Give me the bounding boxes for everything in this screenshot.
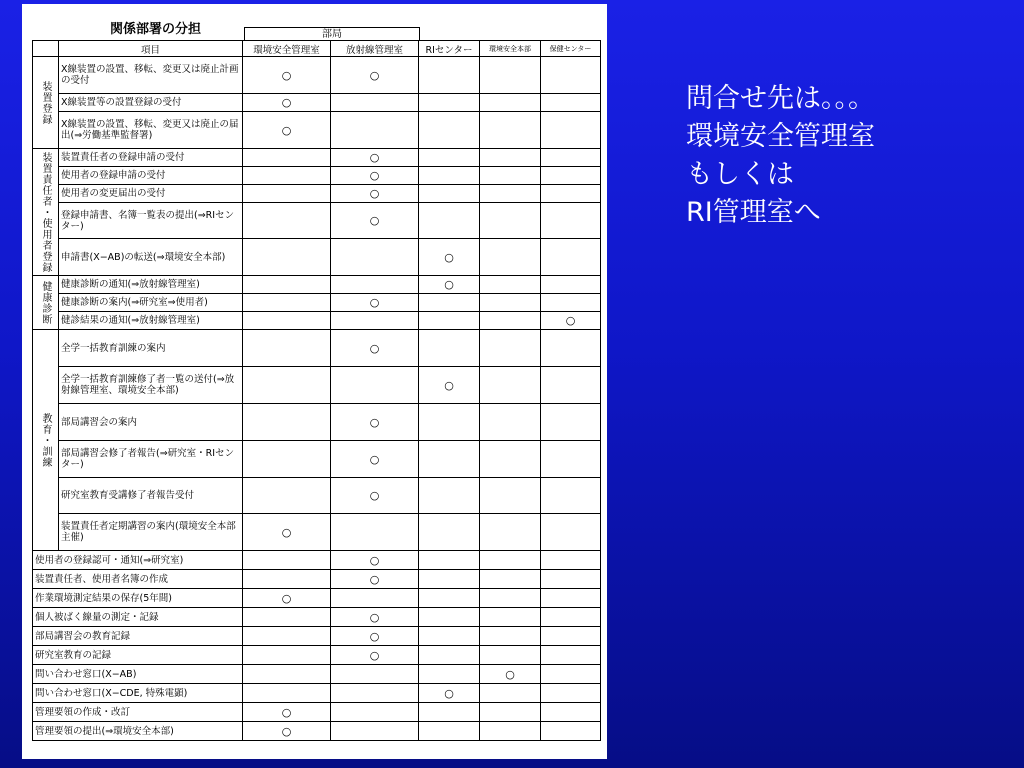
row-item-label: 使用者の登録申請の受付 [59,167,243,185]
empty-cell [331,94,419,112]
empty-cell [419,112,480,149]
row-item-label: 全学一括教育訓練修了者一覧の送付(⇒放射線管理室、環境安全本部) [59,367,243,404]
table-row [33,514,601,551]
empty-cell [243,185,331,203]
row-item-label: 健康診断の通知(⇒放射線管理室) [59,276,243,294]
mark-circle: ○ [243,589,331,608]
empty-cell [419,703,480,722]
empty-cell [243,239,331,276]
mark-circle: ○ [331,185,419,203]
table-row [33,185,601,203]
table-row [33,112,601,149]
empty-cell [480,404,541,441]
empty-cell [480,551,541,570]
empty-cell [541,57,601,94]
empty-cell [480,367,541,404]
section-group-label: 装置責任者・使用者登録 [33,149,59,276]
contact-note-line: 環境安全管理室 [686,121,875,152]
mark-circle: ○ [419,684,480,703]
empty-cell [419,589,480,608]
mark-circle: ○ [331,551,419,570]
responsibility-table [32,40,601,741]
empty-cell [480,514,541,551]
empty-cell [480,722,541,741]
empty-cell [541,514,601,551]
table-row [33,722,601,741]
mark-circle: ○ [243,722,331,741]
mark-circle: ○ [331,646,419,665]
empty-cell [331,514,419,551]
empty-cell [243,367,331,404]
table-row [33,684,601,703]
header-col-health-center: 保健センター [541,41,601,57]
row-item-label: 管理要領の作成・改訂 [33,703,243,722]
mark-circle: ○ [331,570,419,589]
table-row [33,330,601,367]
row-item-label: 申請書(X−AB)の転送(⇒環境安全本部) [59,239,243,276]
empty-cell [419,441,480,478]
empty-cell [243,167,331,185]
mark-circle: ○ [541,312,601,330]
empty-cell [480,570,541,589]
empty-cell [419,646,480,665]
empty-cell [331,684,419,703]
row-item-label: 健康診断の案内(⇒研究室⇒使用者) [59,294,243,312]
empty-cell [541,441,601,478]
empty-cell [243,294,331,312]
empty-cell [541,167,601,185]
table-row [33,703,601,722]
empty-cell [331,239,419,276]
mark-circle: ○ [243,514,331,551]
empty-cell [541,722,601,741]
row-item-label: 管理要領の提出(⇒環境安全本部) [33,722,243,741]
empty-cell [480,330,541,367]
empty-cell [541,149,601,167]
empty-cell [243,330,331,367]
table-row [33,551,601,570]
empty-cell [480,294,541,312]
sheet-title: 関係部署の分担 [110,22,202,37]
empty-cell [541,627,601,646]
row-item-label: 装置責任者定期講習の案内(環境安全本部主催) [59,514,243,551]
mark-circle: ○ [419,367,480,404]
row-item-label: 部局講習会の案内 [59,404,243,441]
empty-cell [243,312,331,330]
empty-cell [541,646,601,665]
empty-cell [243,684,331,703]
header-col-env-safety-hq: 環境安全本部 [480,41,541,57]
empty-cell [480,608,541,627]
empty-cell [331,112,419,149]
mark-circle: ○ [480,665,541,684]
table-row [33,94,601,112]
empty-cell [331,367,419,404]
row-item-label: 問い合わせ窓口(X−AB) [33,665,243,684]
empty-cell [419,570,480,589]
mark-circle: ○ [243,703,331,722]
mark-circle: ○ [243,57,331,94]
mark-circle: ○ [419,239,480,276]
row-item-label: 登録申請書、名簿一覧表の提出(⇒RIセンター) [59,203,243,239]
table-row [33,589,601,608]
row-item-label: 問い合わせ窓口(X−CDE, 特殊電顕) [33,684,243,703]
mark-circle: ○ [331,627,419,646]
empty-cell [541,589,601,608]
empty-cell [541,703,601,722]
empty-cell [541,478,601,514]
mark-circle: ○ [243,112,331,149]
empty-cell [541,404,601,441]
empty-cell [419,404,480,441]
empty-cell [480,149,541,167]
table-row [33,608,601,627]
table-row [33,441,601,478]
empty-cell [541,570,601,589]
empty-cell [419,722,480,741]
empty-cell [243,203,331,239]
empty-cell [480,185,541,203]
row-item-label: 全学一括教育訓練の案内 [59,330,243,367]
empty-cell [419,94,480,112]
row-item-label: 装置責任者の登録申請の受付 [59,149,243,167]
table-row [33,294,601,312]
mark-circle: ○ [243,94,331,112]
contact-note [686,80,875,232]
row-item-label: 研究室教育受講修了者報告受付 [59,478,243,514]
empty-cell [419,514,480,551]
empty-cell [541,665,601,684]
table-row [33,149,601,167]
empty-cell [419,185,480,203]
empty-cell [419,294,480,312]
mark-circle: ○ [419,276,480,294]
empty-cell [331,722,419,741]
row-item-label: 装置責任者、使用者名簿の作成 [33,570,243,589]
empty-cell [331,312,419,330]
contact-note-line: 問合せ先は。。。 [686,83,875,114]
table-row [33,478,601,514]
row-item-label: 部局講習会修了者報告(⇒研究室・RIセンター) [59,441,243,478]
empty-cell [541,367,601,404]
row-item-label: 使用者の変更届出の受付 [59,185,243,203]
header-col-ri-center: RIセンター [419,41,480,57]
row-item-label: 健診結果の通知(⇒放射線管理室) [59,312,243,330]
table-row [33,570,601,589]
empty-cell [480,203,541,239]
row-item-label: 個人被ばく線量の測定・記録 [33,608,243,627]
empty-cell [480,57,541,94]
empty-cell [480,646,541,665]
empty-cell [243,665,331,684]
empty-cell [480,94,541,112]
empty-cell [480,627,541,646]
empty-cell [541,294,601,312]
empty-cell [419,167,480,185]
empty-cell [243,608,331,627]
empty-cell [541,203,601,239]
dept-group-header: 部局 [244,27,420,41]
empty-cell [541,276,601,294]
empty-cell [480,112,541,149]
empty-cell [419,330,480,367]
table-row [33,203,601,239]
row-item-label: 作業環境測定結果の保存(5年間) [33,589,243,608]
empty-cell [541,684,601,703]
mark-circle: ○ [331,608,419,627]
empty-cell [541,330,601,367]
mark-circle: ○ [331,57,419,94]
table-row [33,312,601,330]
empty-cell [243,551,331,570]
empty-cell [480,441,541,478]
table-row [33,167,601,185]
empty-cell [331,703,419,722]
empty-cell [419,627,480,646]
empty-cell [419,203,480,239]
mark-circle: ○ [331,149,419,167]
empty-cell [243,570,331,589]
table-header-row [33,41,601,57]
empty-cell [243,478,331,514]
empty-cell [419,608,480,627]
header-item: 項目 [59,41,243,57]
row-item-label: X線装置の設置、移転、変更又は廃止計画の受付 [59,57,243,94]
row-item-label: X線装置の設置、移転、変更又は廃止の届出(⇒労働基準監督署) [59,112,243,149]
empty-cell [541,239,601,276]
empty-cell [541,94,601,112]
empty-cell [243,404,331,441]
row-item-label: 部局講習会の教育記録 [33,627,243,646]
table-row [33,404,601,441]
empty-cell [541,551,601,570]
empty-cell [243,276,331,294]
table-row [33,367,601,404]
mark-circle: ○ [331,203,419,239]
empty-cell [480,167,541,185]
row-item-label: 使用者の登録認可・通知(⇒研究室) [33,551,243,570]
table-row [33,646,601,665]
empty-cell [480,684,541,703]
empty-cell [480,478,541,514]
empty-cell [331,276,419,294]
empty-cell [243,149,331,167]
empty-cell [541,185,601,203]
table-row [33,239,601,276]
table-row [33,627,601,646]
section-group-label: 装置登録 [33,57,59,149]
empty-cell [541,112,601,149]
table-row [33,665,601,684]
mark-circle: ○ [331,294,419,312]
empty-cell [480,276,541,294]
empty-cell [419,551,480,570]
contact-note-line: もしくは [686,159,794,190]
header-blank [33,41,59,57]
section-group-label: 健康診断 [33,276,59,330]
empty-cell [541,608,601,627]
contact-note-line: RI管理室へ [686,197,821,228]
header-col-radiation-office: 放射線管理室 [331,41,419,57]
empty-cell [419,665,480,684]
empty-cell [331,589,419,608]
empty-cell [419,478,480,514]
mark-circle: ○ [331,330,419,367]
row-item-label: 研究室教育の記録 [33,646,243,665]
mark-circle: ○ [331,478,419,514]
empty-cell [480,703,541,722]
empty-cell [419,149,480,167]
empty-cell [419,57,480,94]
mark-circle: ○ [331,404,419,441]
empty-cell [480,589,541,608]
table-row [33,57,601,94]
section-group-label: 教育・訓練 [33,330,59,551]
empty-cell [331,665,419,684]
empty-cell [243,646,331,665]
mark-circle: ○ [331,441,419,478]
row-item-label: X線装置等の設置登録の受付 [59,94,243,112]
empty-cell [480,312,541,330]
empty-cell [480,239,541,276]
responsibility-sheet [22,4,607,759]
empty-cell [243,441,331,478]
empty-cell [419,312,480,330]
header-col-env-safety-office: 環境安全管理室 [243,41,331,57]
table-row [33,276,601,294]
empty-cell [243,627,331,646]
mark-circle: ○ [331,167,419,185]
